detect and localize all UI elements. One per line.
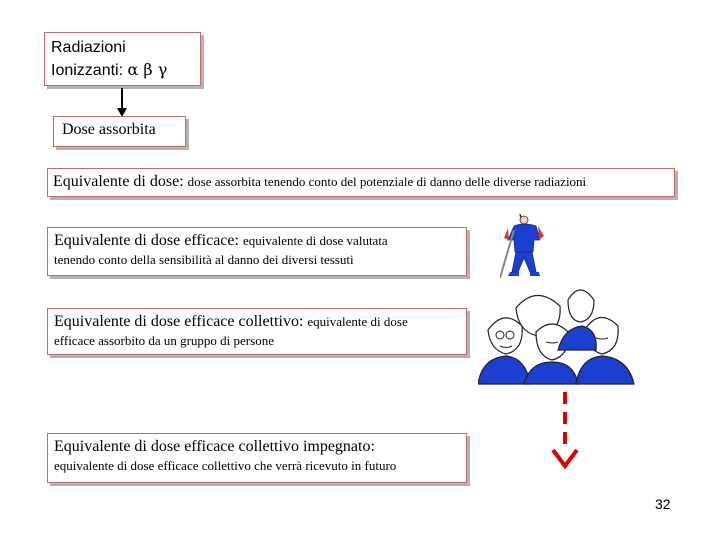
equivalente-dose-desc: dose assorbita tenendo conto del potenziale di danno delle diverse radiazioni [187,174,587,189]
dose-efficace-desc2: tenendo conto della sensibilità al danno dei diversi tessuti [54,252,354,267]
dose-assorbita-box [53,116,186,147]
radiazioni-line2: Ionizzanti: [51,62,124,79]
people-group-icon [478,280,638,385]
equivalente-dose-box [47,168,675,197]
radiazioni-line1: Radiazioni [51,39,126,56]
dose-efficace-title: Equivalente di dose efficace: [54,232,239,249]
equivalente-dose-title: Equivalente di dose: [53,173,184,190]
page-number: 32 [655,496,671,512]
dose-collettiva-desc2: efficace assorbito da un gruppo di persone [54,333,274,348]
dose-collettiva-box [47,308,467,355]
radiazioni-box [44,32,201,86]
dose-efficace-desc1: equivalente di dose valutata [242,233,388,248]
dose-impegnata-desc: equivalente di dose efficace collettivo che verrà ricevuto in futuro [54,458,397,473]
dose-collettiva-title: Equivalente di dose efficace collettivo: [54,313,304,330]
person-icon [500,210,562,280]
down-arrow-icon [112,88,132,118]
dose-impegnata-box [47,433,467,483]
red-dashed-arrow-icon [550,392,580,472]
dose-collettiva-desc1: equivalente di dose [307,314,408,329]
dose-efficace-box [47,227,467,276]
radiation-symbols: α β γ [127,60,168,79]
dose-assorbita-title: Dose assorbita [62,121,156,138]
dose-impegnata-title: Equivalente di dose efficace collettivo impegnato: [54,438,375,455]
